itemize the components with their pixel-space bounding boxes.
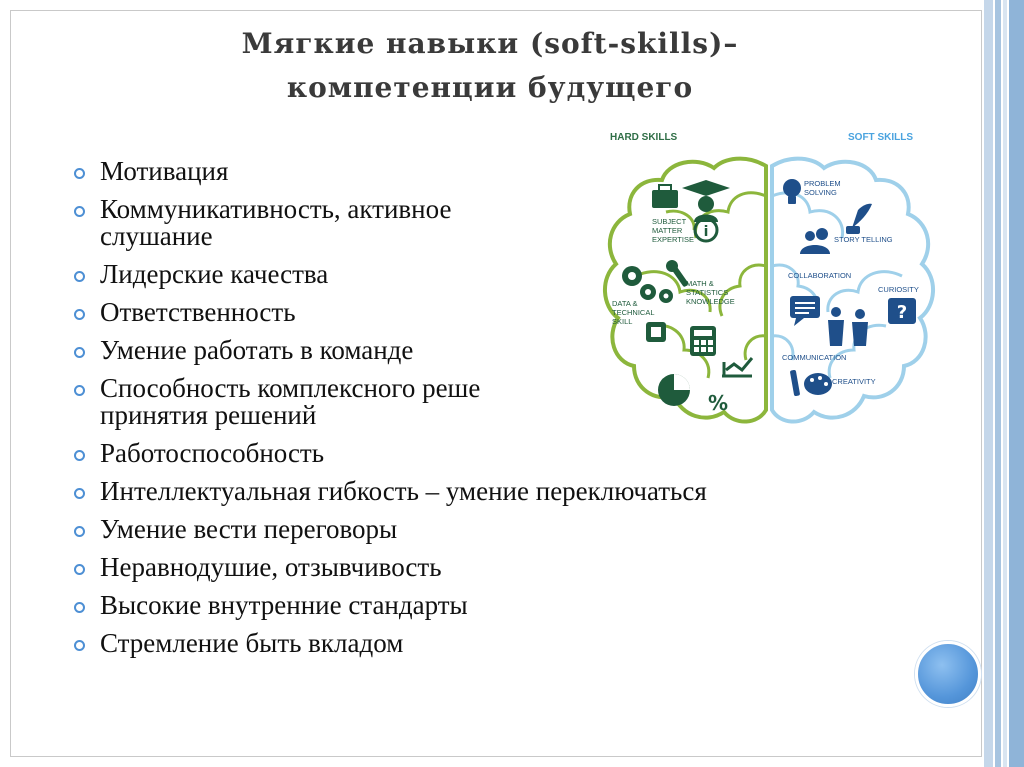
skill-text: Стремление быть вкладом bbox=[100, 628, 404, 658]
team-icon bbox=[828, 307, 868, 346]
bullet-icon bbox=[74, 450, 85, 461]
bullet-icon bbox=[74, 309, 85, 320]
skill-text: Неравнодушие, отзывчивость bbox=[100, 552, 442, 582]
skill-text: Умение вести переговоры bbox=[100, 514, 398, 544]
calculator-icon bbox=[690, 326, 716, 356]
title-line-2: компетенции будущего bbox=[286, 71, 694, 104]
pie-chart-icon bbox=[658, 374, 690, 406]
briefcase-icon bbox=[652, 185, 678, 208]
slide-title bbox=[150, 22, 830, 110]
bullet-icon bbox=[74, 385, 85, 396]
bullet-icon bbox=[74, 564, 85, 575]
skill-text: Мотивация bbox=[100, 156, 229, 186]
bullet-icon bbox=[74, 640, 85, 651]
line-chart-icon bbox=[722, 358, 752, 376]
bullet-icon bbox=[74, 206, 85, 217]
skill-text: Коммуникативность, активное bbox=[100, 194, 452, 224]
collaboration-icon bbox=[800, 228, 830, 254]
skill-item bbox=[72, 592, 932, 619]
bullet-icon bbox=[74, 602, 85, 613]
hard-soft-skills-brain-graphic bbox=[596, 126, 942, 446]
skill-text: Лидерские качества bbox=[100, 259, 329, 289]
data-technical-label: DATA & TECHNICAL SKILL bbox=[612, 299, 655, 326]
creativity-label: CREATIVITY bbox=[832, 377, 876, 386]
title-line-1: Мягкие навыки (soft-skills)– bbox=[241, 27, 739, 60]
skill-item bbox=[72, 554, 932, 581]
palette-icon bbox=[804, 373, 832, 395]
pencil-icon bbox=[790, 370, 800, 397]
chip-icon bbox=[646, 322, 666, 342]
decorative-stripes bbox=[984, 0, 1024, 767]
lightbulb-icon bbox=[783, 179, 801, 204]
skill-text: Способность комплексного реше bbox=[100, 373, 481, 403]
math-statistics-label: MATH & STATISTICS KNOWLEDGE bbox=[686, 279, 735, 306]
percent-icon: % bbox=[708, 391, 729, 415]
skill-text: слушание bbox=[100, 221, 213, 251]
collaboration-label: COLLABORATION bbox=[788, 271, 852, 280]
speech-bubble-icon bbox=[790, 296, 820, 326]
skill-text: Интеллектуальная гибкость – умение переключаться bbox=[100, 476, 707, 506]
bullet-icon bbox=[74, 526, 85, 537]
subject-expertise-label: SUBJECT MATTER EXPERTISE bbox=[652, 217, 694, 244]
skill-item bbox=[72, 516, 932, 543]
story-telling-label: STORY TELLING bbox=[834, 235, 893, 244]
bullet-icon bbox=[74, 488, 85, 499]
problem-solving-label: PROBLEM SOLVING bbox=[804, 179, 841, 197]
skill-text: принятия решений bbox=[100, 400, 317, 430]
skill-text: Высокие внутренние стандарты bbox=[100, 590, 468, 620]
hard-skills-title: HARD SKILLS bbox=[610, 132, 678, 143]
skill-item bbox=[72, 478, 932, 505]
soft-skills-title: SOFT SKILLS bbox=[848, 132, 913, 143]
bullet-icon bbox=[74, 168, 85, 179]
skill-text: Ответственность bbox=[100, 297, 296, 327]
bullet-icon bbox=[74, 347, 85, 358]
question-icon bbox=[888, 298, 916, 324]
svg-text:i: i bbox=[703, 224, 709, 240]
info-icon bbox=[695, 219, 717, 241]
bullet-icon bbox=[74, 271, 85, 282]
skill-text: Умение работать в команде bbox=[100, 335, 414, 365]
skill-item bbox=[72, 630, 932, 657]
quill-ink-icon bbox=[846, 204, 872, 234]
curiosity-label: CURIOSITY bbox=[878, 285, 919, 294]
skill-text: Работоспособность bbox=[100, 438, 325, 468]
svg-text:?: ? bbox=[896, 302, 908, 323]
communication-label: COMMUNICATION bbox=[782, 353, 847, 362]
